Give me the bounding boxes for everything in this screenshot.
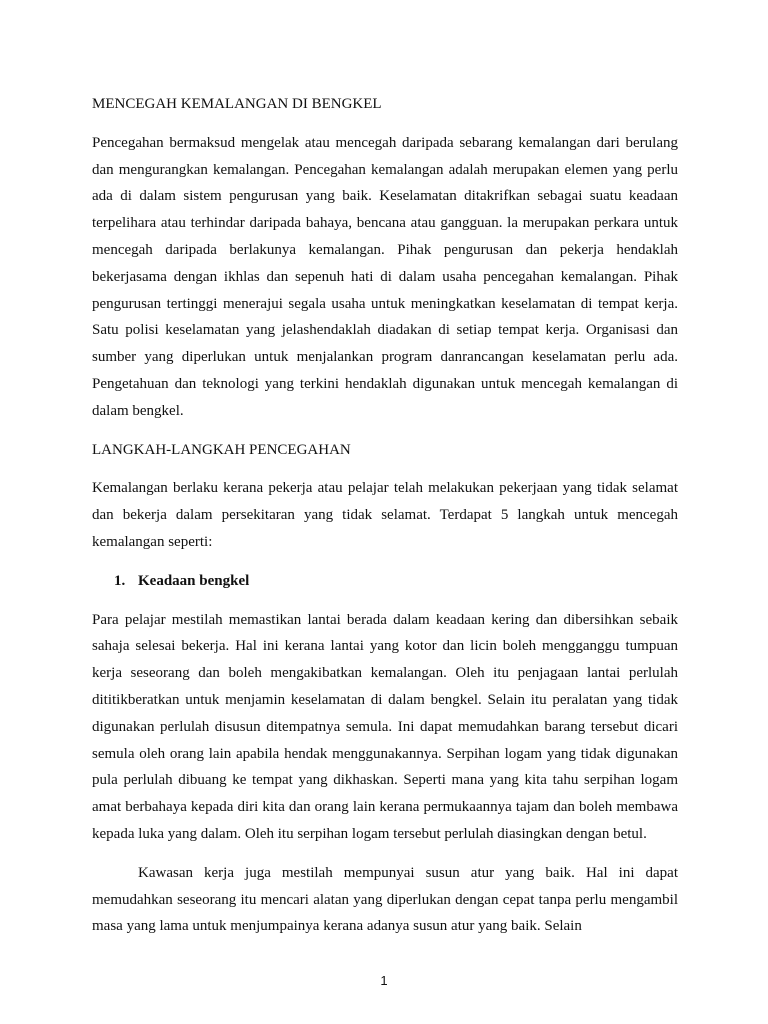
section-heading: LANGKAH-LANGKAH PENCEGAHAN (92, 441, 351, 458)
section-intro-paragraph: Kemalangan berlaku kerana pekerja atau pelajar telah melakukan pekerjaan yang tidak selamat dan bekerja dalam persekitaran yang tidak selamat. Terdapat 5 langkah untuk mencegah kemalangan seperti: (92, 480, 678, 550)
item-paragraph: Para pelajar mestilah memastikan lantai berada dalam keadaan kering dan dibersihkan sebaik sahaja selesai bekerja. Hal ini kerana lantai yang kotor dan licin boleh mengganggu tumpuan kerja seseorang dan boleh mengakibatkan kemalangan. Oleh itu penjagaan lantai perlulah dititikberatkan untuk menjamin keselamatan di dalam bengkel. Selain itu peralatan yang tidak digunakan perlulah disusun ditempatnya semula. Ini dapat memudahkan barang tersebut dicari semula oleh orang lain apabila hendak menggunakannya. Serpihan logam yang tidak digunakan pula perlulah dibuang ke tempat yang dikhaskan. Seperti mana yang kita tahu serpihan logam amat berbahaya kepada diri kita dan orang lain kerana permukaannya tajam dan boleh membawa kepada luka yang dalam. Oleh itu serpihan logam tersebut perlulah diasingkan dengan betul. (92, 611, 678, 842)
list-item-title: Keadaan bengkel (138, 572, 250, 589)
list-item-heading (92, 568, 678, 595)
page-number: 1 (380, 973, 388, 988)
intro-paragraph: Pencegahan bermaksud mengelak atau mencegah daripada sebarang kemalangan dari berulang dan mengurangkan kemalangan. Pencegahan kemalangan adalah merupakan elemen yang perlu ada di dalam sistem pengurusan yang baik. Keselamatan ditakrifkan sebagai suatu keadaan terpelihara atau terhindar daripada bahaya, bencana atau gangguan. la merupakan perkara untuk mencegah daripada berlakunya kemalangan. Pihak pengurusan dan pekerja hendaklah bekerjasama dengan ikhlas dan sepenuh hati di dalam usaha pencegahan kemalangan. Pihak pengurusan tertinggi menerajui segala usaha untuk meningkatkan keselamatan di tempat kerja. Satu polisi keselamatan yang jelashendaklah diadakan di setiap tempat kerja. Organisasi dan sumber yang diperlukan untuk menjalankan program danrancangan keselamatan perlu ada. Pengetahuan dan teknologi yang terkini hendaklah digunakan untuk mencegah kemalangan di dalam bengkel. (92, 134, 678, 419)
list-item-number: 1. (114, 572, 126, 589)
item-paragraph-continued: Kawasan kerja juga mestilah mempunyai susun atur yang baik. Hal ini dapat memudahkan seseorang itu mencari alatan yang diperlukan dengan cepat tanpa perlu mengambil masa yang lama untuk menjumpainya kerana adanya susun atur yang baik. Selain (92, 864, 678, 935)
page-body (92, 91, 678, 952)
document-title: MENCEGAH KEMALANGAN DI BENGKEL (92, 96, 382, 112)
